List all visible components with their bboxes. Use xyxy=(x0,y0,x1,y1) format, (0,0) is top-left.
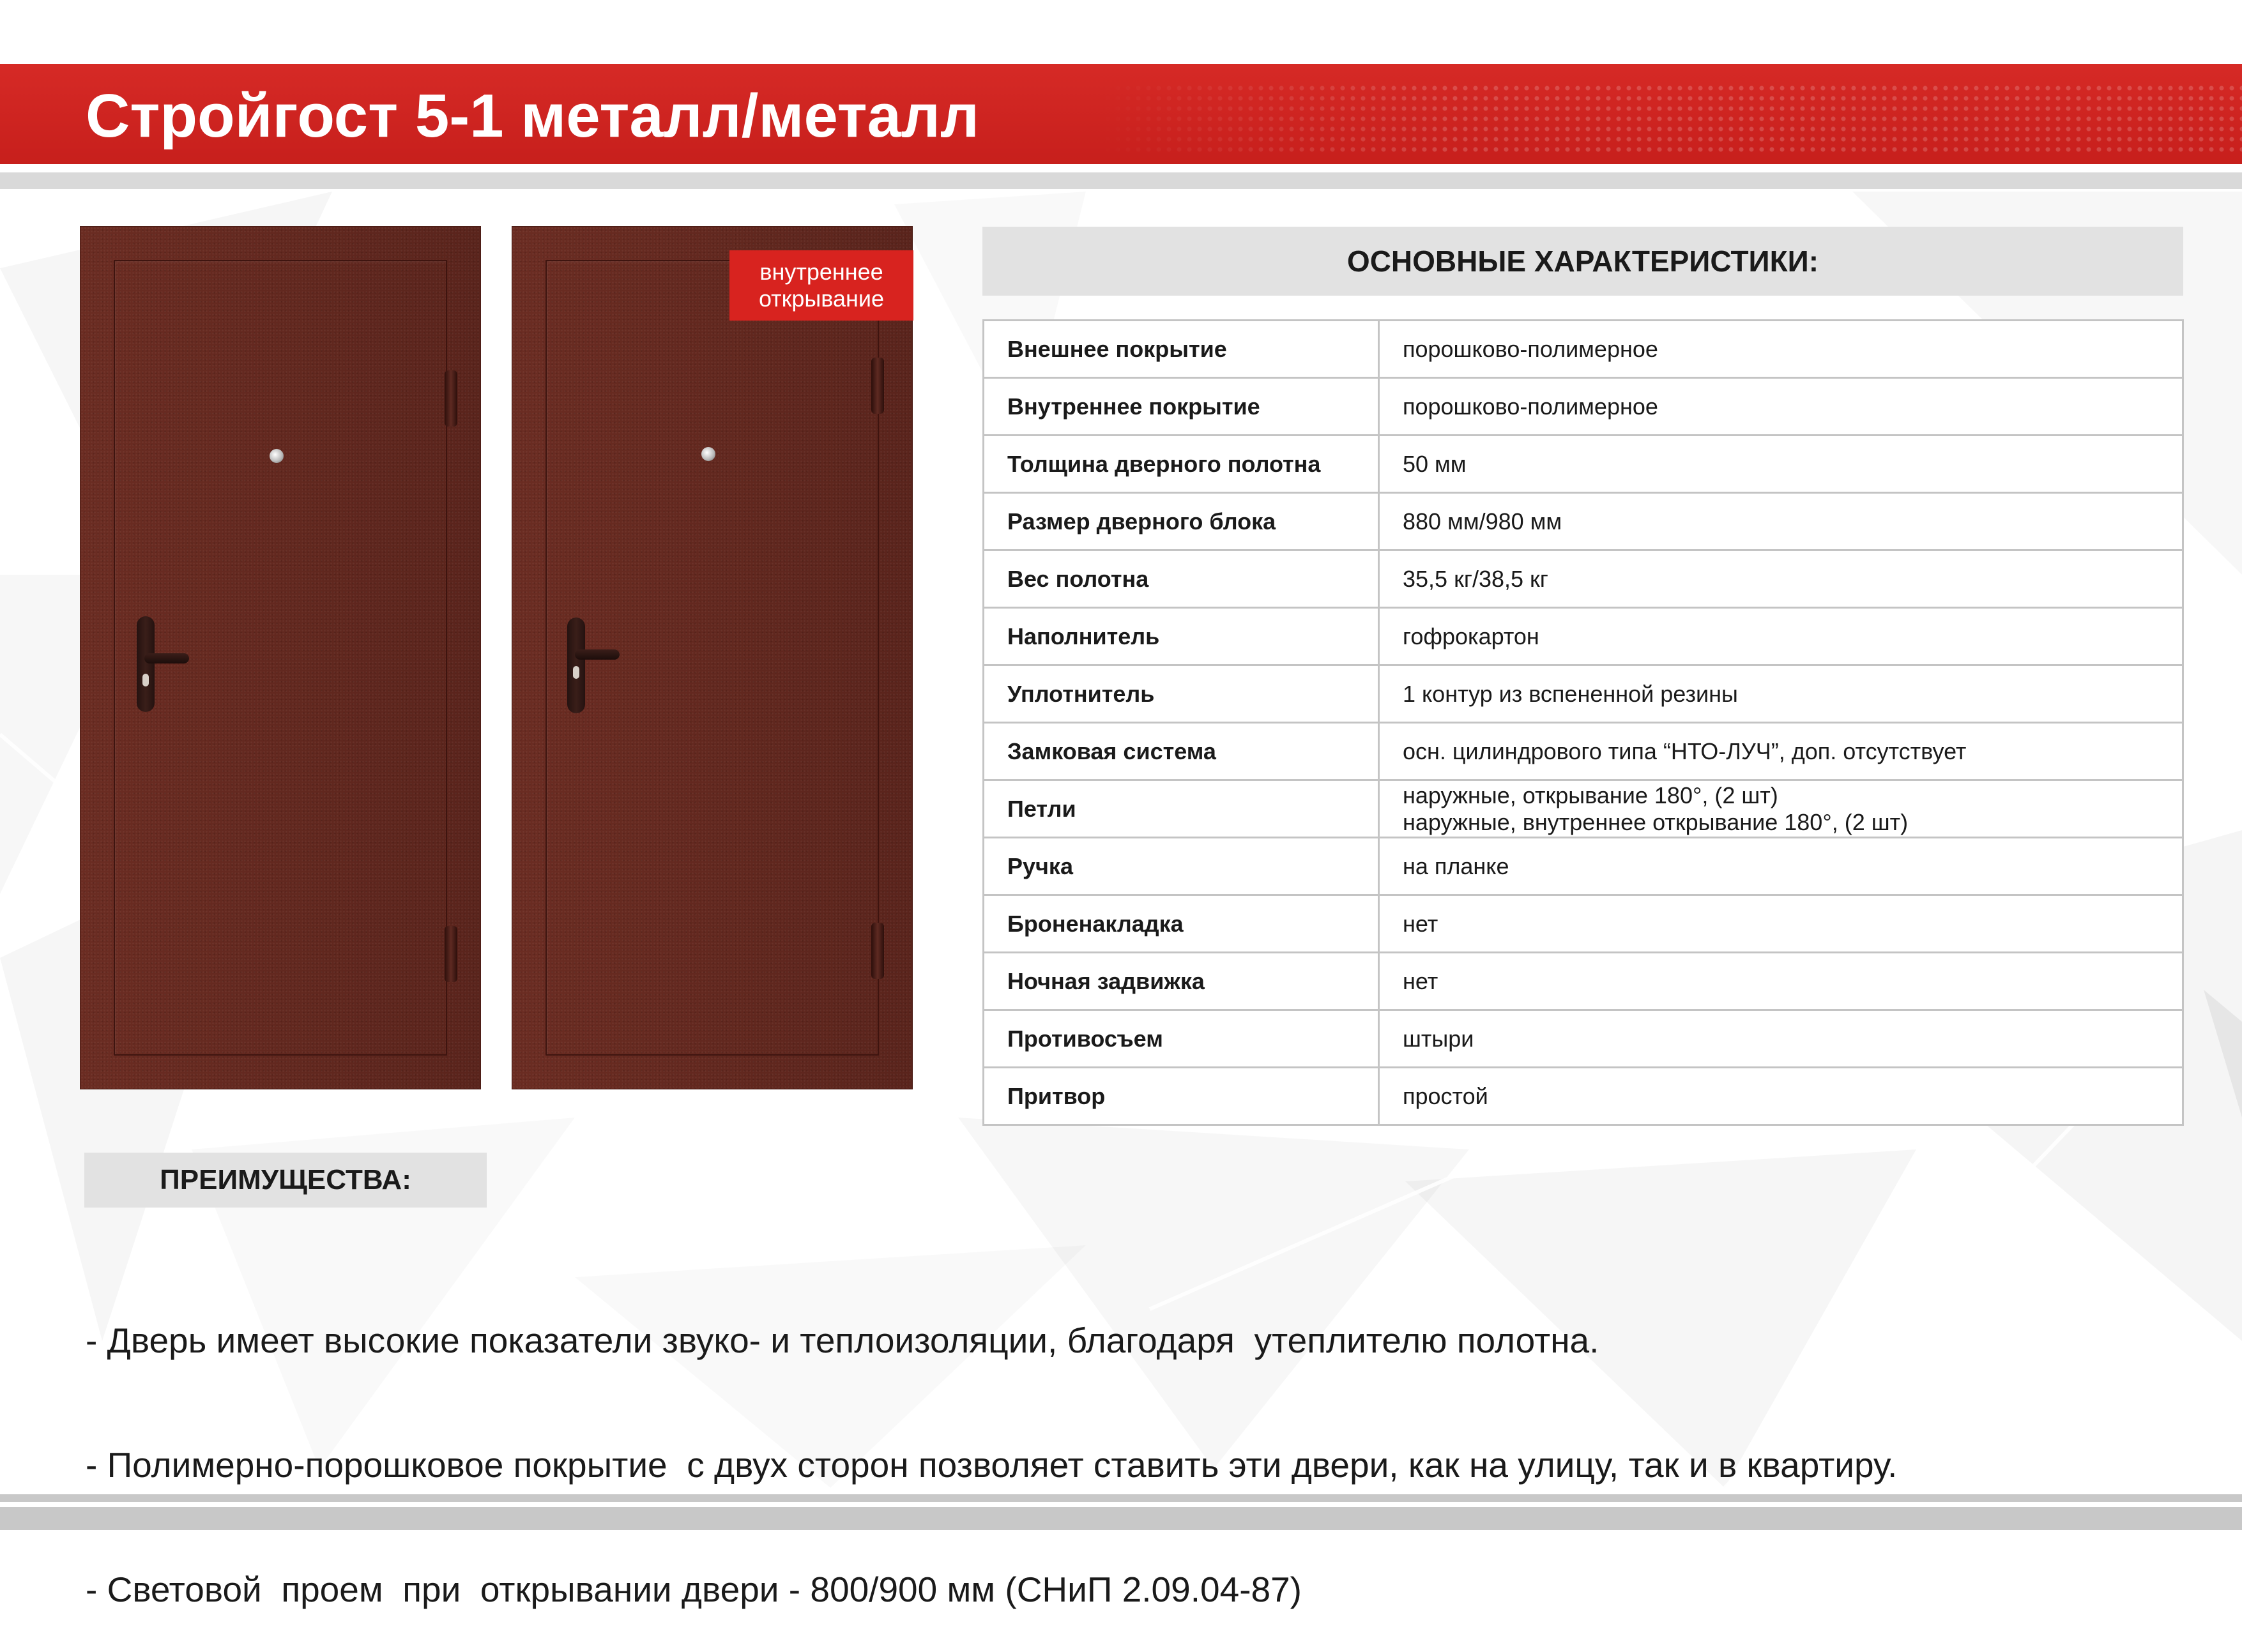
spec-row xyxy=(984,895,2183,953)
spec-row xyxy=(984,321,2183,378)
keyhole xyxy=(142,674,149,686)
spec-value-line: 50 мм xyxy=(1403,450,1467,477)
spec-label: Наполнитель xyxy=(984,608,1379,665)
spec-label: Притвор xyxy=(984,1068,1379,1125)
spec-value-line: простой xyxy=(1403,1082,1488,1109)
spec-value xyxy=(1379,895,2183,953)
spec-label: Замковая система xyxy=(984,723,1379,780)
spec-value-line: порошково-полимерное xyxy=(1403,335,1658,362)
lock-cylinder xyxy=(270,449,284,463)
spec-row xyxy=(984,780,2183,838)
spec-row xyxy=(984,953,2183,1010)
spec-value xyxy=(1379,378,2183,436)
opening-badge-line: открывание xyxy=(758,285,885,312)
spec-value xyxy=(1379,1068,2183,1125)
spec-label: Ручка xyxy=(984,838,1379,895)
spec-label: Размер дверного блока xyxy=(984,493,1379,550)
spec-value xyxy=(1379,665,2183,723)
spec-value xyxy=(1379,1010,2183,1068)
page-title: Стройгост 5-1 металл/металл xyxy=(86,82,979,150)
spec-value-line: 880 мм/980 мм xyxy=(1403,508,1562,534)
advantage-item: - Полимерно-порошковое покрытие с двух сторон позволяет ставить эти двери, как на улицу, так и в квартиру. xyxy=(86,1445,1898,1485)
door-handle-lever xyxy=(144,653,189,663)
spec-value xyxy=(1379,493,2183,550)
spec-value xyxy=(1379,838,2183,895)
spec-label: Броненакладка xyxy=(984,895,1379,953)
door-handle-plate xyxy=(137,616,155,712)
spec-row xyxy=(984,493,2183,550)
spec-value xyxy=(1379,953,2183,1010)
door-back-image xyxy=(512,227,912,1089)
spec-row xyxy=(984,665,2183,723)
header-dot-pattern xyxy=(1092,83,2242,153)
specs-table-body xyxy=(984,321,2183,1125)
specs-heading: ОСНОВНЫЕ ХАРАКТЕРИСТИКИ: xyxy=(982,227,2183,296)
spec-row xyxy=(984,436,2183,493)
spec-label: Толщина дверного полотна xyxy=(984,436,1379,493)
spec-label: Петли xyxy=(984,780,1379,838)
spec-label: Ночная задвижка xyxy=(984,953,1379,1010)
door-front-image xyxy=(80,227,480,1089)
spec-value-line: на планке xyxy=(1403,853,1509,879)
spec-row xyxy=(984,378,2183,436)
advantages-list xyxy=(86,1237,2193,1652)
footer-bar xyxy=(0,1507,2242,1530)
spec-row xyxy=(984,550,2183,608)
door-hinge-bottom xyxy=(871,923,884,979)
advantages-heading: ПРЕИМУЩЕСТВА: xyxy=(84,1153,487,1208)
spec-label: Противосъем xyxy=(984,1010,1379,1068)
spec-row xyxy=(984,608,2183,665)
footer-line xyxy=(0,1494,2242,1502)
spec-value-line: порошково-полимерное xyxy=(1403,393,1658,420)
spec-value-line: штыри xyxy=(1403,1025,1474,1052)
spec-value-line: нет xyxy=(1403,910,1438,937)
specs-table xyxy=(982,319,2184,1126)
spec-label: Вес полотна xyxy=(984,550,1379,608)
spec-row xyxy=(984,838,2183,895)
spec-value xyxy=(1379,321,2183,378)
spec-value-line: наружные, внутреннее открывание 180°, (2 шт) xyxy=(1403,808,1909,835)
door-hinge-top xyxy=(871,358,884,414)
keyhole xyxy=(573,666,579,679)
header-underline xyxy=(0,172,2242,189)
spec-row xyxy=(984,1068,2183,1125)
spec-value-line: 35,5 кг/38,5 кг xyxy=(1403,565,1548,592)
spec-label: Уплотнитель xyxy=(984,665,1379,723)
spec-value xyxy=(1379,723,2183,780)
door-hinge-bottom xyxy=(445,926,457,982)
spec-row xyxy=(984,1010,2183,1068)
spec-row xyxy=(984,723,2183,780)
spec-value-line: нет xyxy=(1403,967,1438,994)
advantage-item: - Дверь имеет высокие показатели звуко- и теплоизоляции, благодаря утеплителю полотна. xyxy=(86,1321,1599,1360)
spec-label: Внутреннее покрытие xyxy=(984,378,1379,436)
lock-cylinder xyxy=(701,447,715,461)
spec-value-line: 1 контур из вспененной резины xyxy=(1403,680,1738,707)
spec-value-line: гофрокартон xyxy=(1403,623,1539,649)
spec-value xyxy=(1379,550,2183,608)
spec-value xyxy=(1379,436,2183,493)
opening-badge xyxy=(729,250,913,321)
advantage-item: - Световой проем при открывании двери - 800/900 мм (СНиП 2.09.04-87) xyxy=(86,1570,1302,1609)
door-hinge-top xyxy=(445,370,457,427)
spec-value-line: наружные, открывание 180°, (2 шт) xyxy=(1403,782,1778,808)
spec-value xyxy=(1379,608,2183,665)
door-handle-plate xyxy=(567,618,585,713)
opening-badge-line: внутреннее xyxy=(759,259,883,285)
spec-label: Внешнее покрытие xyxy=(984,321,1379,378)
spec-value xyxy=(1379,780,2183,838)
door-handle-lever xyxy=(575,649,620,660)
spec-value-line: осн. цилиндрового типа “НТО-ЛУЧ”, доп. отсутствует xyxy=(1403,738,1967,764)
